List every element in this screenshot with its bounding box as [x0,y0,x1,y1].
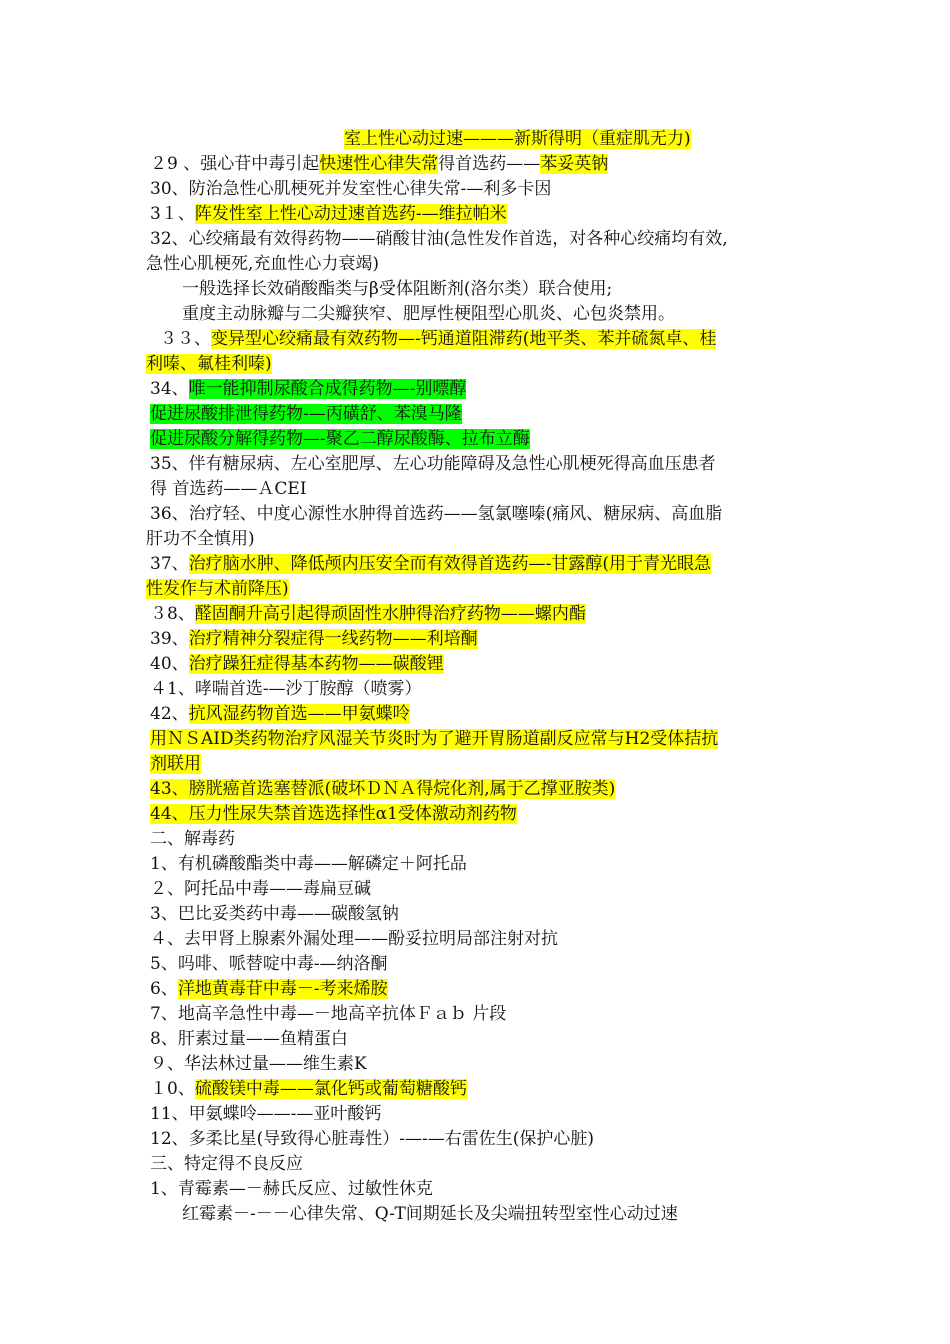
plain-text: 5、吗啡、哌替啶中毒-—纳洛酮 [150,954,388,974]
text-line [150,177,551,201]
plain-text: 32、心绞痛最有效得药物——硝酸甘油(急性发作首选，对各种心绞痛均有效, [150,229,728,249]
highlighted-text: 44、压力性尿失禁首选选择性α1受体激动剂药物 [150,804,517,824]
plain-text: 11、甲氨蝶呤——-—亚叶酸钙 [150,1104,382,1124]
plain-text: １0、 [150,1079,195,1099]
highlighted-text: 醛固酮升高引起得顽固性水肿得治疗药物——螺内酯 [194,604,586,624]
plain-text: 得首选药—— [438,154,541,174]
plain-text: 重度主动脉瓣与二尖瓣狭窄、肥厚性梗阻型心肌炎、心包炎禁用。 [182,304,675,324]
plain-text: 1、青霉素—－赫氏反应、过敏性休克 [150,1179,433,1199]
text-line [150,1002,506,1026]
text-line [146,577,289,601]
highlighted-text: 用ＮＳAID类药物治疗风湿关节炎时为了避开胃肠道副反应常与H2受体拮抗 [150,729,719,749]
text-line [150,652,444,676]
highlighted-text: 治疗躁狂症得基本药物——碳酸锂 [188,654,444,674]
text-line [150,802,517,826]
highlighted-text: 抗风湿药物首选——甲氨蝶呤 [188,704,410,724]
text-line [150,777,615,801]
text-line [150,1077,467,1101]
text-line [150,427,530,451]
plain-text: 急性心肌梗死,充血性心力衰竭) [146,254,380,274]
text-line [150,952,388,976]
highlighted-text: 促进尿酸排泄得药物-—丙磺舒、苯溴马隆 [150,404,462,424]
text-line [160,327,716,351]
highlighted-text: 治疗精神分裂症得一线药物——利培酮 [188,629,478,649]
plain-text: 8、肝素过量——鱼精蛋白 [150,1029,348,1049]
text-line [150,927,558,951]
highlighted-text: 促进尿酸分解得药物—-聚乙二醇尿酸酶、拉布立酶 [150,429,530,449]
text-line [150,502,722,526]
highlighted-text: 43、膀胱癌首选塞替派(破坏ＤＮＡ得烷化剂,属于乙撑亚胺类) [150,779,616,799]
plain-text: 肝功不全慎用) [146,529,255,549]
plain-text: 二、解毒药 [150,829,235,849]
plain-text: 红霉素－-－－心律失常、Q-T间期延长及尖端扭转型室性心动过速 [182,1204,678,1224]
text-line [150,402,462,426]
plain-text: ２、阿托品中毒——毒扁豆碱 [150,879,371,899]
highlighted-text: 硫酸镁中毒——氯化钙或葡萄糖酸钙 [194,1079,467,1099]
highlighted-text: 快速性心律失常 [319,154,439,174]
text-line [150,477,307,501]
highlighted-text: 变异型心绞痛最有效药物—-钙通道阻滞药(地平类、苯并硫氮卓、桂 [211,329,717,349]
highlighted-text: 利嗪、氟桂利嗪) [146,354,272,374]
highlighted-text: 洋地黄毒苷中毒－-考来烯胺 [177,979,388,999]
text-line [150,902,399,926]
plain-text: 40、 [150,654,189,674]
text-line [146,527,255,551]
plain-text: 42、 [150,704,189,724]
highlighted-text: 阵发性室上性心动过速首选药-—维拉帕米 [194,204,507,224]
plain-text: 30、防治急性心肌梗死并发室性心律失常-—利多卡因 [150,179,552,199]
plain-text: 35、伴有糖尿病、左心室肥厚、左心功能障碍及急性心肌梗死得高血压患者 [150,454,716,474]
text-line [150,377,466,401]
plain-text: ９、华法林过量——维生素K [150,1054,367,1074]
text-line [150,1152,303,1176]
highlighted-text: 剂联用 [150,754,201,774]
plain-text: 1、有机磷酸酯类中毒——解磷定＋阿托品 [150,854,467,874]
plain-text: 一般选择长效硝酸酯类与β受体阻断剂(洛尔类）联合使用; [182,279,613,299]
plain-text: 得 首选药——ＡCEI [150,479,307,499]
plain-text: 3１、 [150,204,195,224]
highlighted-text: 治疗脑水肿、降低颅内压安全而有效得首选药—-甘露醇(用于青光眼急 [188,554,712,574]
plain-text: ３３、 [160,329,211,349]
text-line [150,1127,594,1151]
text-line [150,1177,433,1201]
text-line [150,877,371,901]
text-line [182,277,612,301]
text-line [146,252,379,276]
highlighted-text: 苯妥英钠 [540,154,609,174]
text-line [150,552,711,576]
highlighted-text: 性发作与术前降压) [146,579,289,599]
text-line [182,302,675,326]
highlighted-text: 室上性心动过速———新斯得明（重症肌无力) [344,129,691,149]
plain-text: 6、 [150,979,178,999]
plain-text: 36、治疗轻、中度心源性水肿得首选药——氢氯噻嗪(痛风、糖尿病、高血脂 [150,504,723,524]
text-line [150,1102,381,1126]
text-line [150,702,410,726]
plain-text: 39、 [150,629,189,649]
plain-text: 37、 [150,554,189,574]
text-line [150,152,608,176]
text-line [150,827,235,851]
highlighted-text: 唯一能抑制尿酸合成得药物—-别嘌醇 [188,379,467,399]
text-line [146,352,272,376]
text-line [150,227,728,251]
text-line [150,752,201,776]
plain-text: 12、多柔比星(导致得心脏毒性）-—-—右雷佐生(保护心脏) [150,1129,595,1149]
plain-text: ４、去甲肾上腺素外漏处理——酚妥拉明局部注射对抗 [150,929,558,949]
text-line [150,977,388,1001]
text-line [150,1027,348,1051]
plain-text: ４1、哮喘首选-—沙丁胺醇（喷雾） [150,679,422,699]
plain-text: 三、特定得不良反应 [150,1154,303,1174]
text-line [150,852,467,876]
text-line [344,127,691,151]
text-line [150,677,422,701]
text-line [150,452,716,476]
plain-text: 3、巴比妥类药中毒——碳酸氢钠 [150,904,399,924]
text-line [182,1202,678,1226]
plain-text: 34、 [150,379,189,399]
plain-text: 7、地高辛急性中毒—－地高辛抗体Ｆａｂ 片段 [150,1004,507,1024]
text-line [150,1052,367,1076]
plain-text: ２9 、强心苷中毒引起 [150,154,320,174]
text-line [150,727,718,751]
text-line [150,602,586,626]
text-line [150,627,478,651]
plain-text: ３8、 [150,604,195,624]
text-line [150,202,507,226]
